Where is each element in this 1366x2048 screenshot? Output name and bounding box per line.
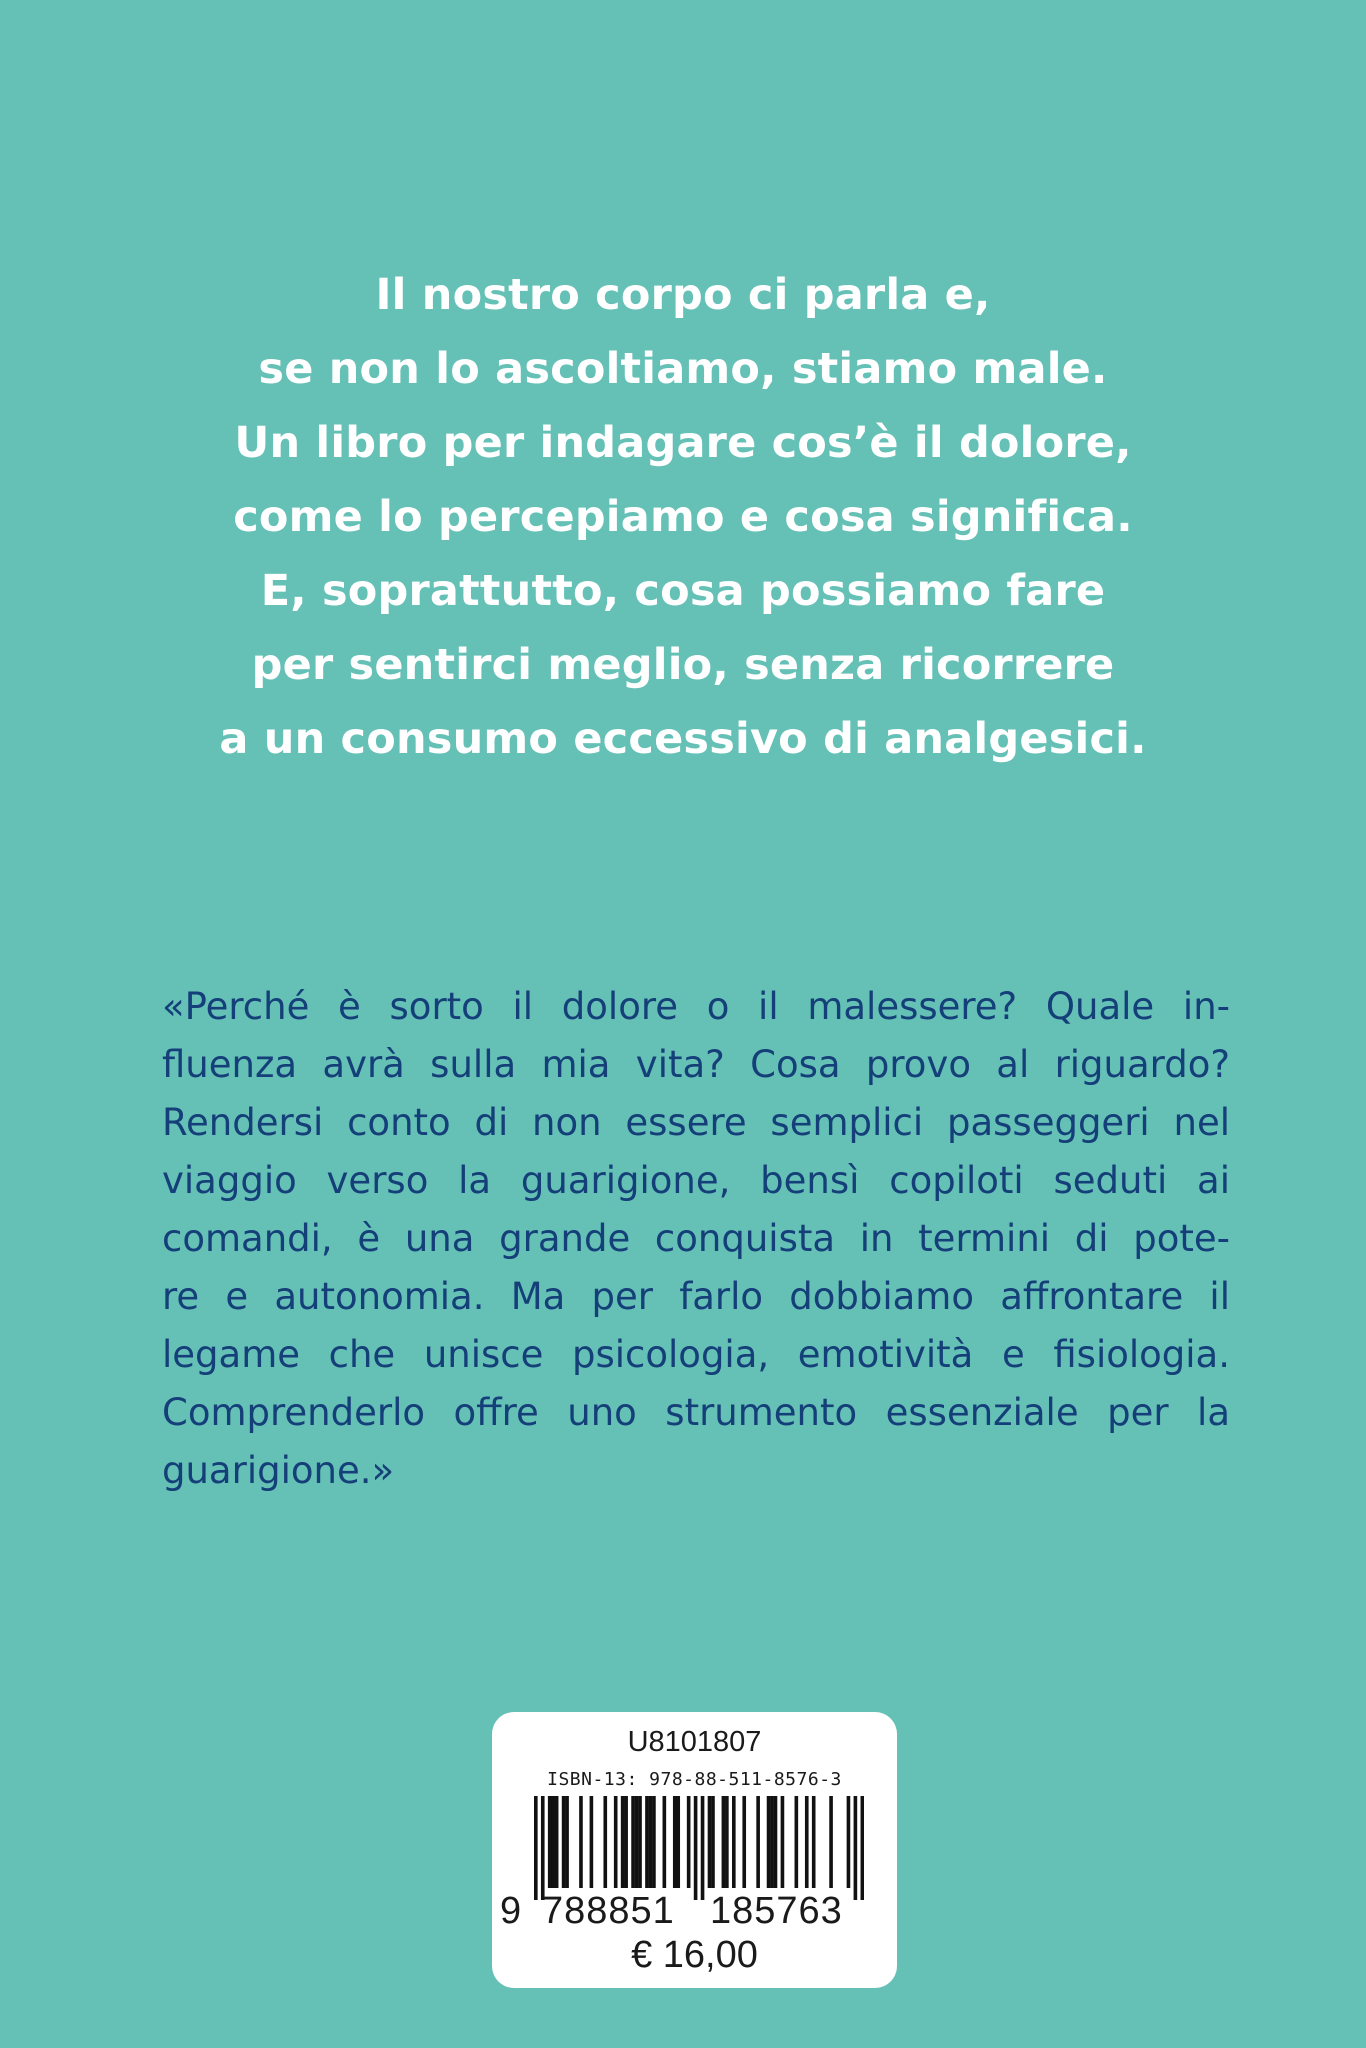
product-code: U8101807 (627, 1726, 762, 1758)
barcode-bar (645, 1796, 649, 1888)
barcode-bar (590, 1796, 594, 1888)
barcode-bar (781, 1796, 785, 1888)
barcode-bar (624, 1796, 628, 1888)
barcode-bar (711, 1796, 715, 1888)
barcode-bar (829, 1796, 833, 1888)
barcode-bar (805, 1796, 809, 1888)
headline (0, 258, 1366, 776)
barcode-bar (812, 1796, 816, 1888)
barcode-bar (551, 1796, 555, 1888)
barcode-bar (756, 1796, 760, 1888)
barcode-bar (621, 1796, 625, 1888)
barcode-bar (614, 1796, 618, 1888)
barcode-bar (687, 1796, 691, 1888)
barcode-bar (742, 1796, 746, 1888)
quote-line-5: comandi, è una grande conquista in termini di pote- (162, 1217, 1230, 1260)
barcode-bar (694, 1796, 698, 1900)
barcode-bar (847, 1796, 851, 1888)
quote-line-2: fluenza avrà sulla mia vita? Cosa provo al riguardo? (162, 1043, 1230, 1086)
quote-line-4: viaggio verso la guarigione, bensì copiloti seduti ai (162, 1159, 1230, 1202)
barcode-bar (534, 1796, 538, 1900)
barcode-digit-first: 9 (500, 1890, 522, 1932)
headline-line-3: Un libro per indagare cos’è il dolore, (234, 418, 1132, 468)
headline-line-6: per sentirci meglio, senza ricorrere (251, 640, 1115, 690)
barcode-digits-left: 788851 (542, 1890, 675, 1932)
quote-line-8: Comprenderlo offre uno strumento essenziale per la (162, 1391, 1230, 1434)
barcode-bar (725, 1796, 729, 1888)
price: € 16,00 (631, 1934, 758, 1976)
headline-line-2: se non lo ascoltiamo, stiamo male. (258, 344, 1108, 394)
barcode-bar (548, 1796, 552, 1888)
barcode-bar (555, 1796, 559, 1888)
barcode-bar (701, 1796, 705, 1900)
barcode-bar (541, 1796, 545, 1900)
quote-line-7: legame che unisce psicologia, emotività e fisiologia. (162, 1333, 1230, 1376)
barcode-bar (663, 1796, 667, 1888)
barcode-bar (732, 1796, 736, 1888)
barcode-bar (854, 1796, 858, 1900)
headline-line-7: a un consumo eccessivo di analgesici. (219, 714, 1147, 764)
barcode-label (492, 1712, 897, 1988)
barcode-bar (652, 1796, 656, 1888)
barcode-bar (631, 1796, 635, 1888)
quote-line-3: Rendersi conto di non essere semplici passeggeri nel (162, 1101, 1230, 1144)
blurb-quote (162, 978, 1230, 1500)
quote-line-6: re e autonomia. Ma per farlo dobbiamo affrontare il (162, 1275, 1230, 1318)
barcode-bar (565, 1796, 569, 1888)
barcode-bar (638, 1796, 642, 1888)
isbn-label: ISBN-13: 978-88-511-8576-3 (547, 1769, 842, 1790)
headline-line-4: come lo percepiamo e cosa significa. (233, 492, 1133, 542)
barcode-bar (649, 1796, 653, 1888)
barcode-bar (673, 1796, 677, 1888)
barcode-digits-right: 185763 (710, 1890, 843, 1932)
barcode-bar (861, 1796, 864, 1900)
barcode-bar (676, 1796, 680, 1888)
barcode-bars (534, 1796, 864, 1900)
barcode-bar (579, 1796, 583, 1888)
barcode-bar (635, 1796, 639, 1888)
barcode-bar (708, 1796, 712, 1888)
barcode-bar (795, 1796, 799, 1888)
barcode-bar (770, 1796, 774, 1888)
quote-line-9: guarigione.» (162, 1449, 395, 1492)
quote-line-1: «Perché è sorto il dolore o il malessere? Quale in- (162, 985, 1230, 1028)
barcode-bar (603, 1796, 607, 1888)
headline-line-1: Il nostro corpo ci parla e, (375, 270, 991, 320)
barcode-bar (767, 1796, 771, 1888)
barcode-bar (722, 1796, 726, 1888)
headline-line-5: E, soprattutto, cosa possiamo fare (260, 566, 1106, 616)
barcode-bar (562, 1796, 566, 1888)
barcode-bar (774, 1796, 778, 1888)
